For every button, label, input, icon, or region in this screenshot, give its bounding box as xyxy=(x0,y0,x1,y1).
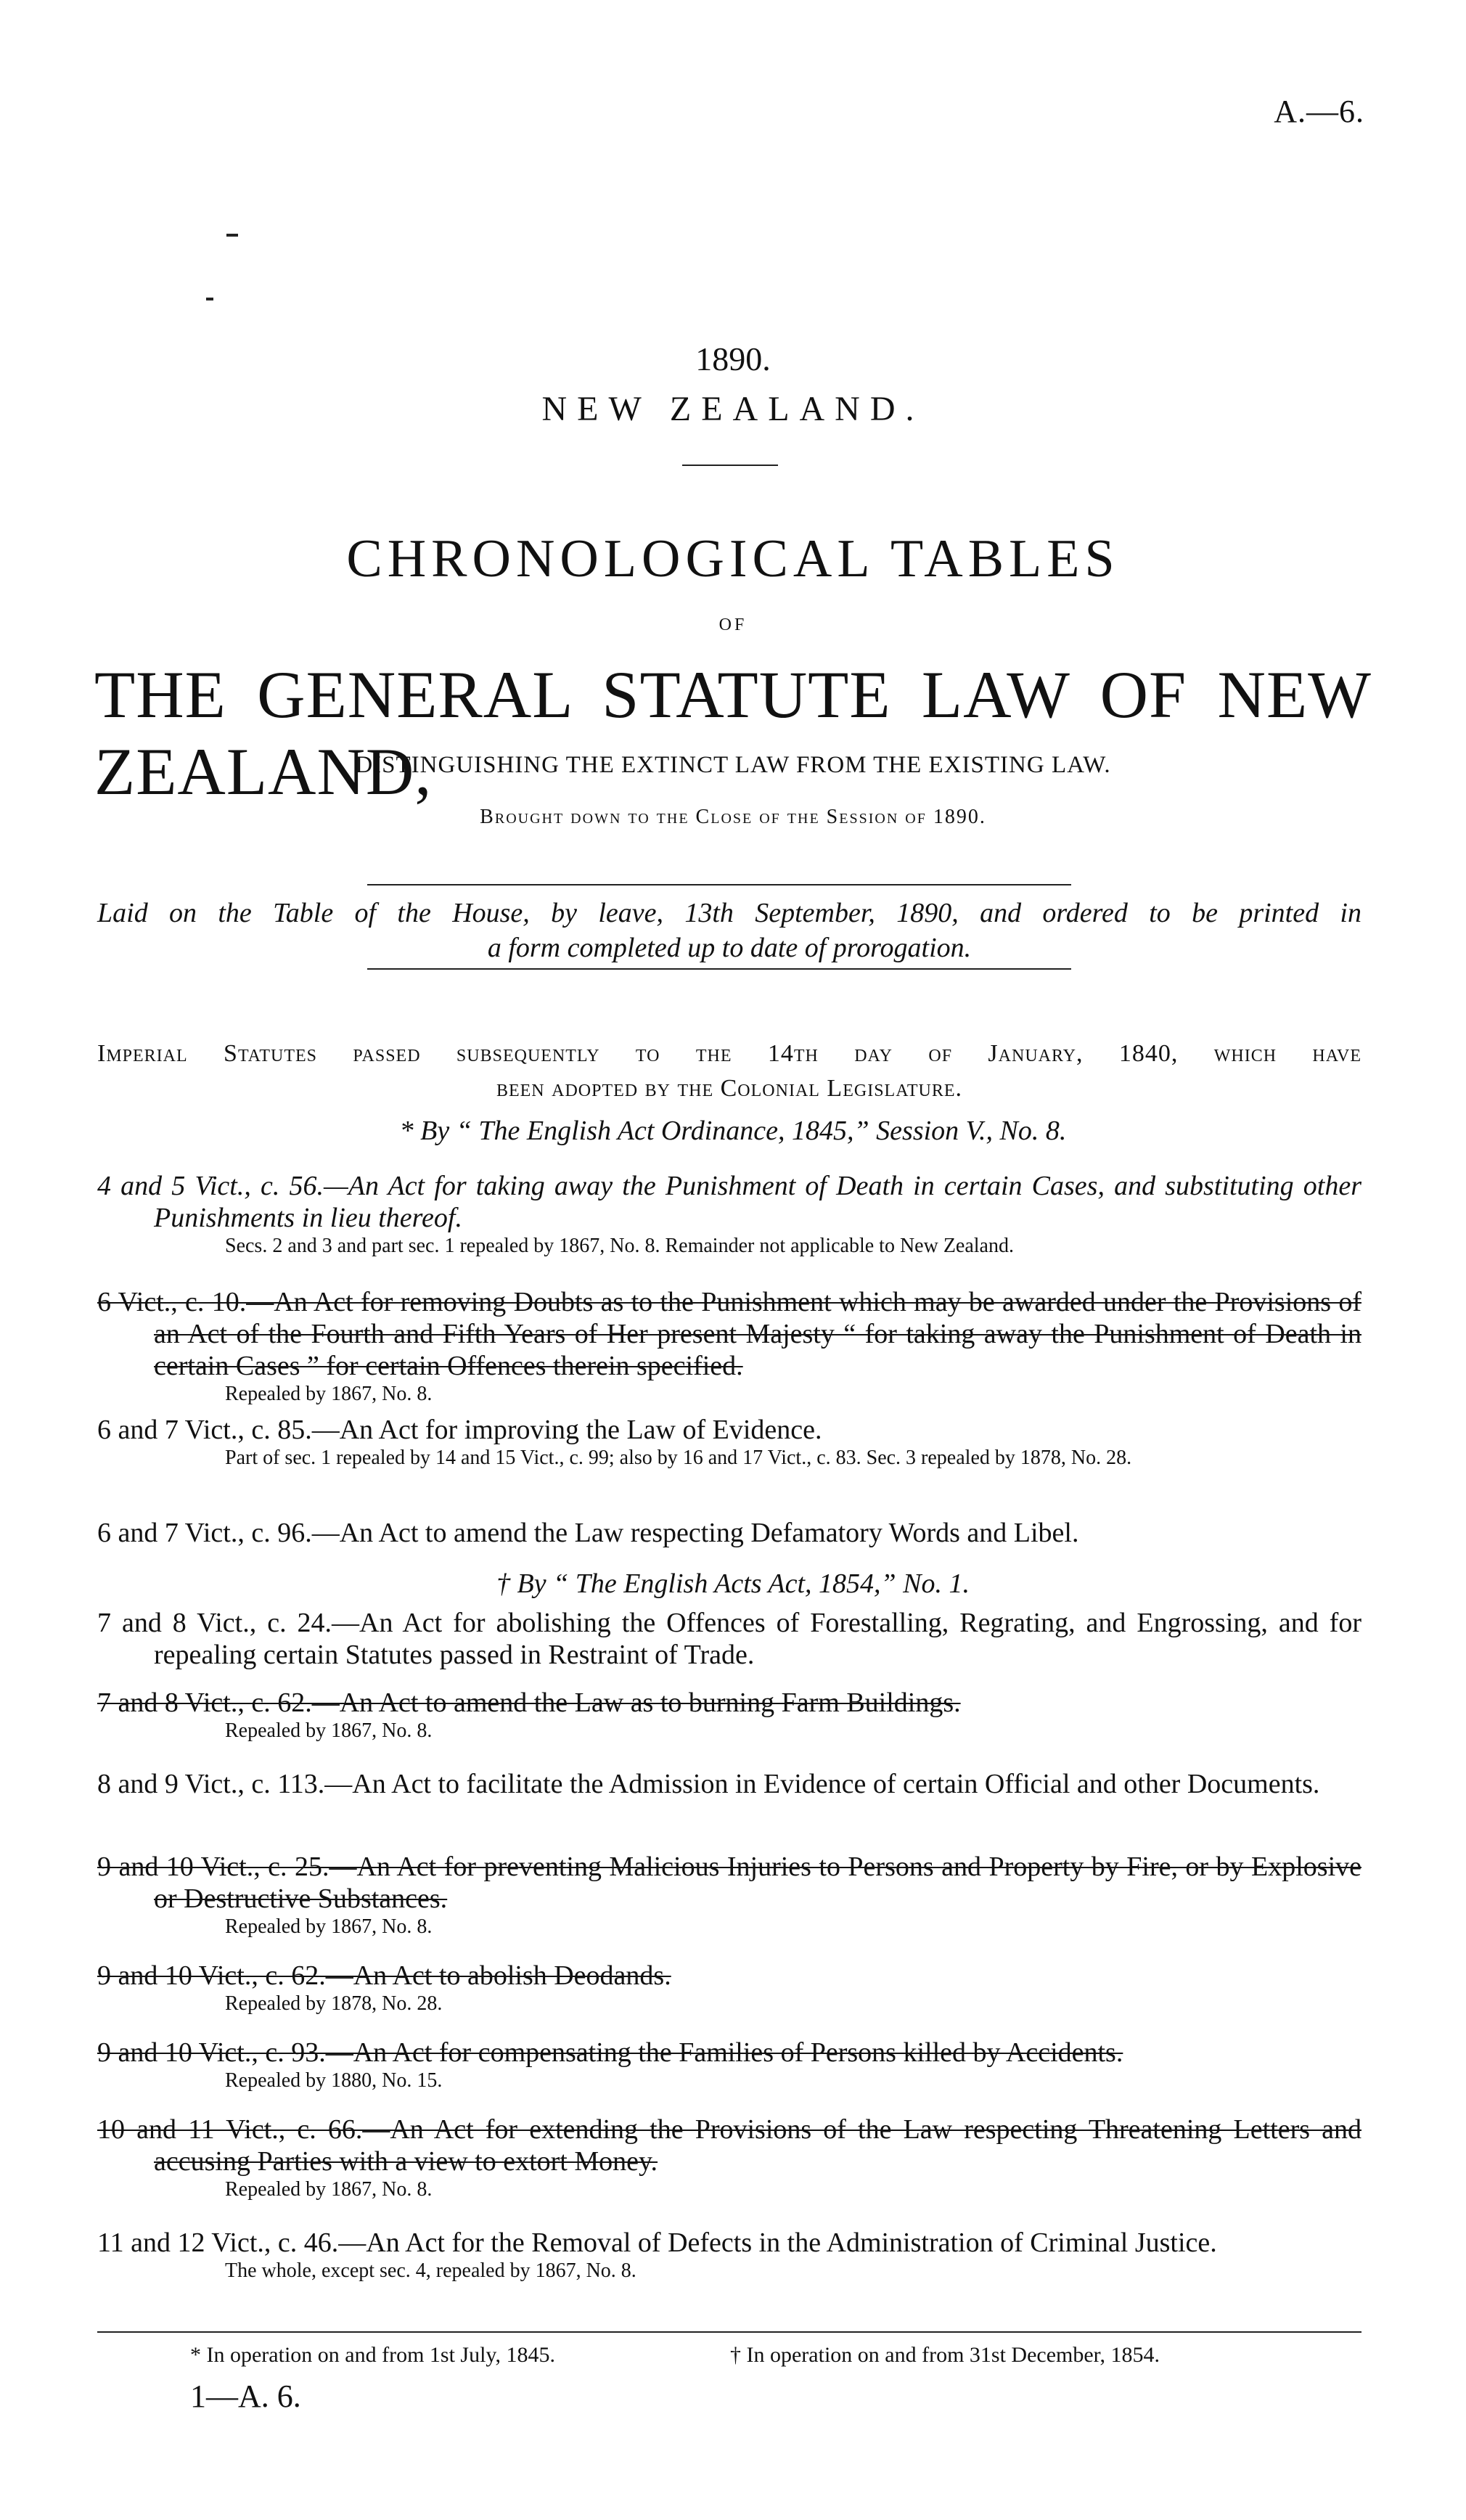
statute-note: Repealed by 1867, No. 8. xyxy=(225,1719,433,1742)
main-subtitle: THE GENERAL STATUTE LAW OF NEW ZEALAND, xyxy=(94,658,1372,809)
distinguishing-line: DISTINGUISHING THE EXTINCT LAW FROM THE EXISTING LAW. xyxy=(355,752,1111,778)
statute-title: 9 and 10 Vict., c. 62.—An Act to abolish Deodands. xyxy=(97,1960,671,1991)
laid-line-1: Laid on the Table of the House, by leave, 13th September, 1890, and ordered to be printed in xyxy=(97,898,1361,928)
statute-title: 8 and 9 Vict., c. 113.—An Act to facilitate the Admission in Evidence of certain Official and other Documents. xyxy=(97,1769,1320,1799)
year: 1890. xyxy=(695,340,771,377)
statute-title: 11 and 12 Vict., c. 46.—An Act for the Removal of Defects in the Administration of Criminal Justice. xyxy=(97,2228,1217,2258)
country-title: NEW ZEALAND. xyxy=(541,390,925,428)
statute-title: 4 and 5 Vict., c. 56.—An Act for taking away the Punishment of Death in certain Cases, and substituting other Punishments in lieu thereof. xyxy=(97,1171,1361,1233)
page-reference: A.—6. xyxy=(1274,94,1364,129)
main-title: CHRONOLOGICAL TABLES xyxy=(346,529,1120,589)
statute-note: Part of sec. 1 repealed by 14 and 15 Vict., c. 99; also by 16 and 17 Vict., c. 83. Sec. 3 repealed by 1878, No. 28. xyxy=(225,1447,1132,1469)
statute-title: 9 and 10 Vict., c. 93.—An Act for compensating the Families of Persons killed by Accidents. xyxy=(97,2037,1123,2068)
short-rule xyxy=(682,465,778,466)
statute-entry xyxy=(97,2227,1361,2283)
section-heading xyxy=(97,1036,1361,1106)
statute-note: Repealed by 1867, No. 8. xyxy=(225,1915,433,1938)
statute-note: Repealed by 1867, No. 8. xyxy=(225,1383,433,1405)
section-heading-line-1: Imperial Statutes passed subsequently to the 14th day of January, 1840, which have xyxy=(97,1040,1361,1067)
statute-entry xyxy=(97,1607,1361,1671)
stray-mark xyxy=(206,298,213,300)
stray-mark xyxy=(226,234,238,237)
statute-note: Repealed by 1880, No. 15. xyxy=(225,2069,443,2092)
section-heading-line-2: been adopted by the Colonial Legislature. xyxy=(496,1075,963,1102)
statute-entry xyxy=(97,1170,1361,1259)
statute-title: 10 and 11 Vict., c. 66.—An Act for extending the Provisions of the Law respecting Threatening Letters and accusing Parties with a view to extort Money. xyxy=(97,2114,1361,2177)
statute-entry-repealed xyxy=(97,1851,1361,1939)
statute-title: 7 and 8 Vict., c. 62.—An Act to amend the Law as to burning Farm Buildings. xyxy=(97,1688,961,1718)
statute-entry-repealed xyxy=(97,1687,1361,1743)
subheading-english-acts-1854: † By “ The English Acts Act, 1854,” No. 1. xyxy=(496,1568,970,1599)
statute-title: 6 and 7 Vict., c. 96.—An Act to amend the Law respecting Defamatory Words and Libel. xyxy=(97,1518,1079,1548)
statute-title: 6 Vict., c. 10.—An Act for removing Doubts as to the Punishment which may be awarded under the Provisions of an Act of the Fourth and Fifth Years of Her present Majesty “ for taking away the Punishment of Death in certain Cases ” for certain Offences therein specified. xyxy=(97,1287,1361,1381)
statute-entry-repealed xyxy=(97,1286,1361,1407)
laid-line-2: a form completed up to date of prorogation. xyxy=(487,933,972,963)
statute-entry-repealed xyxy=(97,1960,1361,2016)
brought-down-line: Brought down to the Close of the Session of 1890. xyxy=(480,806,986,828)
statute-note: Secs. 2 and 3 and part sec. 1 repealed by 1867, No. 8. Remainder not applicable to New Zealand. xyxy=(225,1235,1014,1257)
rule-above-laid xyxy=(367,884,1071,885)
title-of: OF xyxy=(718,615,748,634)
statute-entry xyxy=(97,1768,1361,1800)
rule-below-laid xyxy=(367,968,1071,970)
statute-entry-repealed xyxy=(97,2037,1361,2093)
subheading-ordinance-1845: * By “ The English Act Ordinance, 1845,” Session V., No. 8. xyxy=(399,1116,1067,1146)
statute-note: The whole, except sec. 4, repealed by 1867, No. 8. xyxy=(225,2259,636,2282)
footnote-dagger: † In operation on and from 31st December, 1854. xyxy=(730,2343,1160,2367)
statute-entry-repealed xyxy=(97,2114,1361,2202)
statute-entry xyxy=(97,1414,1361,1470)
statute-title: 7 and 8 Vict., c. 24.—An Act for abolishing the Offences of Forestalling, Regrating, and Engrossing, and for repealing certain Statutes passed in Restraint of Trade. xyxy=(97,1608,1361,1670)
statute-title: 6 and 7 Vict., c. 85.—An Act for improving the Law of Evidence. xyxy=(97,1415,822,1445)
footnote-star: * In operation on and from 1st July, 1845. xyxy=(190,2343,555,2367)
statute-note: Repealed by 1878, No. 28. xyxy=(225,1992,443,2015)
footnote-rule xyxy=(97,2331,1361,2333)
statute-note: Repealed by 1867, No. 8. xyxy=(225,2178,433,2201)
laid-on-table-note xyxy=(97,896,1361,965)
statute-entry xyxy=(97,1517,1361,1549)
statute-title: 9 and 10 Vict., c. 25.—An Act for preventing Malicious Injuries to Persons and Property by Fire, or by Explosive or Destructive Substances. xyxy=(97,1852,1361,1914)
signature-mark: 1—A. 6. xyxy=(190,2378,301,2414)
